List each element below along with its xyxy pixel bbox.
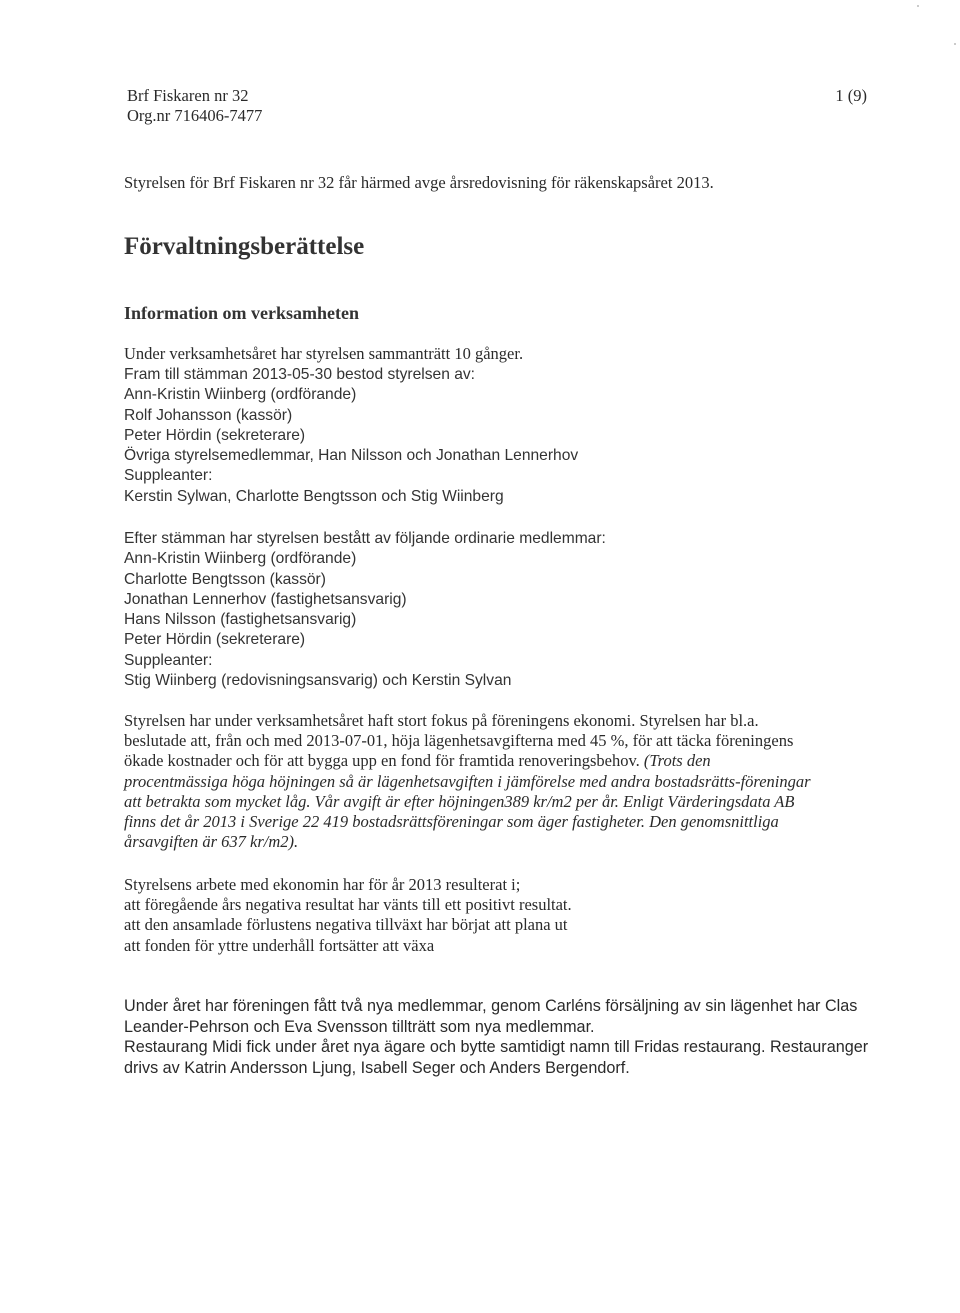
economy-line: Styrelsen har under verksamhetsåret haft stort fokus på föreningens ekonomi. Styrelsen har bl.a.: [124, 711, 759, 730]
members-line: Restaurang Midi fick under året nya ägare och bytte samtidigt namn till Fridas restaurang. Restauranger: [124, 1038, 869, 1057]
organization-name: Brf Fiskaren nr 32: [127, 86, 249, 105]
economy-paragraph: [124, 711, 811, 852]
economy-line: [124, 751, 811, 771]
economy-line: procentmässiga höga höjningen så är lägenhetsavgiften i jämförelse med andra bostadsrätts-föreningar: [124, 771, 811, 791]
board-after-line: Suppleanter:: [124, 651, 213, 669]
economy-line: finns det år 2013 i Sverige 22 419 bostadsrättsföreningar som äger fastigheter. Den genomsnittliga: [124, 812, 779, 832]
board-before-line: Ann-Kristin Wiinberg (ordförande): [124, 386, 357, 404]
board-after-line: Jonathan Lennerhov (fastighetsansvarig): [124, 590, 407, 608]
page-title: Förvaltningsberättelse: [124, 233, 365, 260]
members-paragraph: [124, 996, 868, 1078]
board-after-line: Hans Nilsson (fastighetsansvarig): [124, 611, 357, 629]
board-after-line: Charlotte Bengtsson (kassör): [124, 570, 326, 588]
page-number: 1 (9): [835, 86, 867, 105]
board-before-line: Fram till stämman 2013-05-30 bestod styrelsen av:: [124, 366, 476, 383]
board-after-list: [124, 529, 606, 691]
board-after-line: Peter Hördin (sekreterare): [124, 631, 306, 649]
scan-speck: [954, 43, 956, 45]
board-before-line: Kerstin Sylwan, Charlotte Bengtsson och Stig Wiinberg: [124, 487, 504, 505]
results-line: Styrelsens arbete med ekonomin har för år 2013 resulterat i;: [124, 875, 521, 894]
results-line: att fonden för yttre underhåll fortsätter att växa: [124, 935, 435, 955]
board-after-line: Ann-Kristin Wiinberg (ordförande): [124, 550, 357, 568]
organization-number: Org.nr 716406-7477: [127, 106, 263, 125]
board-after-line: Efter stämman har styrelsen bestått av följande ordinarie medlemmar:: [124, 530, 606, 547]
economy-line: att betrakta som mycket låg. Vår avgift är efter höjningen389 kr/m2 per år. Enligt Värderingsdata AB: [124, 791, 795, 811]
board-before-line: Suppleanter:: [124, 467, 213, 485]
meetings-line: Under verksamhetsåret har styrelsen sammanträtt 10 gånger.: [124, 344, 524, 363]
board-before-line: Peter Hördin (sekreterare): [124, 426, 306, 444]
intro-statement: Styrelsen för Brf Fiskaren nr 32 får härmed avge årsredovisning för räkenskapsåret 2013.: [124, 173, 714, 192]
economy-italic-text: (Trots den: [643, 751, 711, 771]
results-paragraph: [124, 875, 572, 956]
board-before-line: Rolf Johansson (kassör): [124, 406, 293, 424]
members-line: drivs av Katrin Andersson Ljung, Isabell Seger och Anders Bergendorf.: [124, 1058, 630, 1077]
board-before-list: [124, 365, 578, 507]
meetings-paragraph: [124, 344, 523, 364]
economy-line: beslutade att, från och med 2013-07-01, höja lägenhetsavgifterna med 45 %, för att täcka föreningens: [124, 731, 794, 751]
results-line: att den ansamlade förlustens negativa tillväxt har börjat att plana ut: [124, 915, 568, 935]
section-heading: Information om verksamheten: [124, 303, 359, 323]
board-before-line: Övriga styrelsemedlemmar, Han Nilsson och Jonathan Lennerhov: [124, 447, 579, 465]
members-line: Under året har föreningen fått två nya medlemmar, genom Carléns försäljning av sin lägenhet har Clas: [124, 997, 858, 1015]
results-line: att föregående års negativa resultat har vänts till ett positivt resultat.: [124, 895, 572, 915]
economy-line: årsavgiften är 637 kr/m2).: [124, 832, 299, 852]
economy-text: ökade kostnader och för att bygga upp en fond för framtida renoveringsbehov.: [124, 751, 644, 771]
board-after-line: Stig Wiinberg (redovisningsansvarig) och Kerstin Sylvan: [124, 672, 512, 690]
scan-speck: [917, 5, 919, 7]
members-line: Leander-Pehrson och Eva Svensson tillträtt som nya medlemmar.: [124, 1017, 595, 1036]
